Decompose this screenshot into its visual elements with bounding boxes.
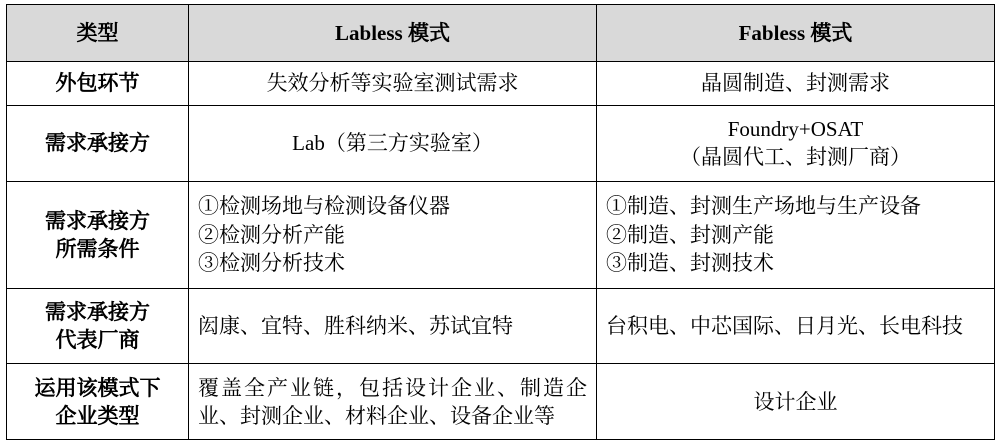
- cell-fabless: [597, 105, 995, 181]
- cell-fabless: [597, 181, 995, 288]
- cell-line: 晶圆制造、封测需求: [701, 71, 890, 96]
- table-header: [7, 5, 995, 62]
- row-label-line: 代表厂商: [55, 328, 140, 353]
- row-label-line: 外包环节: [55, 71, 140, 96]
- cell-line: 失效分析等实验室测试需求: [266, 71, 519, 96]
- row-label: [7, 288, 189, 364]
- row-label-line: 所需条件: [55, 236, 140, 261]
- cell-labless: [189, 105, 597, 181]
- cell-line: ③制造、封测技术: [606, 250, 774, 275]
- cell-line: ①检测场地与检测设备仪器: [198, 194, 450, 219]
- row-label: [7, 105, 189, 181]
- column-header-type: 类型: [7, 5, 189, 62]
- cell-fabless: [597, 62, 995, 106]
- cell-line: Lab（第三方实验室）: [292, 131, 493, 156]
- row-label: [7, 181, 189, 288]
- cell-line: ②制造、封测产能: [606, 222, 774, 247]
- cell-labless: [189, 62, 597, 106]
- cell-line: 覆盖全产业链，包括设计企业、制造企业、封测企业、材料企业、设备企业等: [198, 375, 587, 428]
- cell-labless: [189, 181, 597, 288]
- row-label-line: 需求承接方: [45, 208, 150, 233]
- row-label: [7, 62, 189, 106]
- table-row: [7, 364, 995, 440]
- cell-labless: [189, 288, 597, 364]
- cell-line: 闳康、宜特、胜科纳米、苏试宜特: [198, 314, 513, 338]
- table-body: [7, 62, 995, 440]
- column-header-fabless: Fabless 模式: [597, 5, 995, 62]
- cell-labless: [189, 364, 597, 440]
- table-row: [7, 181, 995, 288]
- table-row: [7, 62, 995, 106]
- cell-line: ②检测分析产能: [198, 222, 345, 247]
- cell-fabless: [597, 288, 995, 364]
- cell-line: 设计企业: [753, 389, 838, 414]
- cell-line: （晶圆代工、封测厂商）: [680, 145, 911, 170]
- row-label-line: 需求承接方: [45, 131, 150, 156]
- column-header-labless: Labless 模式: [189, 5, 597, 62]
- row-label: [7, 364, 189, 440]
- row-label-line: 运用该模式下: [34, 375, 161, 400]
- row-label-line: 企业类型: [55, 403, 140, 428]
- table-header-row: [7, 5, 995, 62]
- cell-line: Foundry+OSAT: [727, 117, 864, 142]
- cell-line: 台积电、中芯国际、日月光、长电科技: [606, 314, 963, 338]
- cell-fabless: [597, 364, 995, 440]
- table-row: [7, 105, 995, 181]
- row-label-line: 需求承接方: [45, 299, 150, 324]
- table-row: [7, 288, 995, 364]
- cell-line: ③检测分析技术: [198, 250, 345, 275]
- comparison-table: [6, 4, 995, 440]
- cell-line: ①制造、封测生产场地与生产设备: [606, 194, 921, 219]
